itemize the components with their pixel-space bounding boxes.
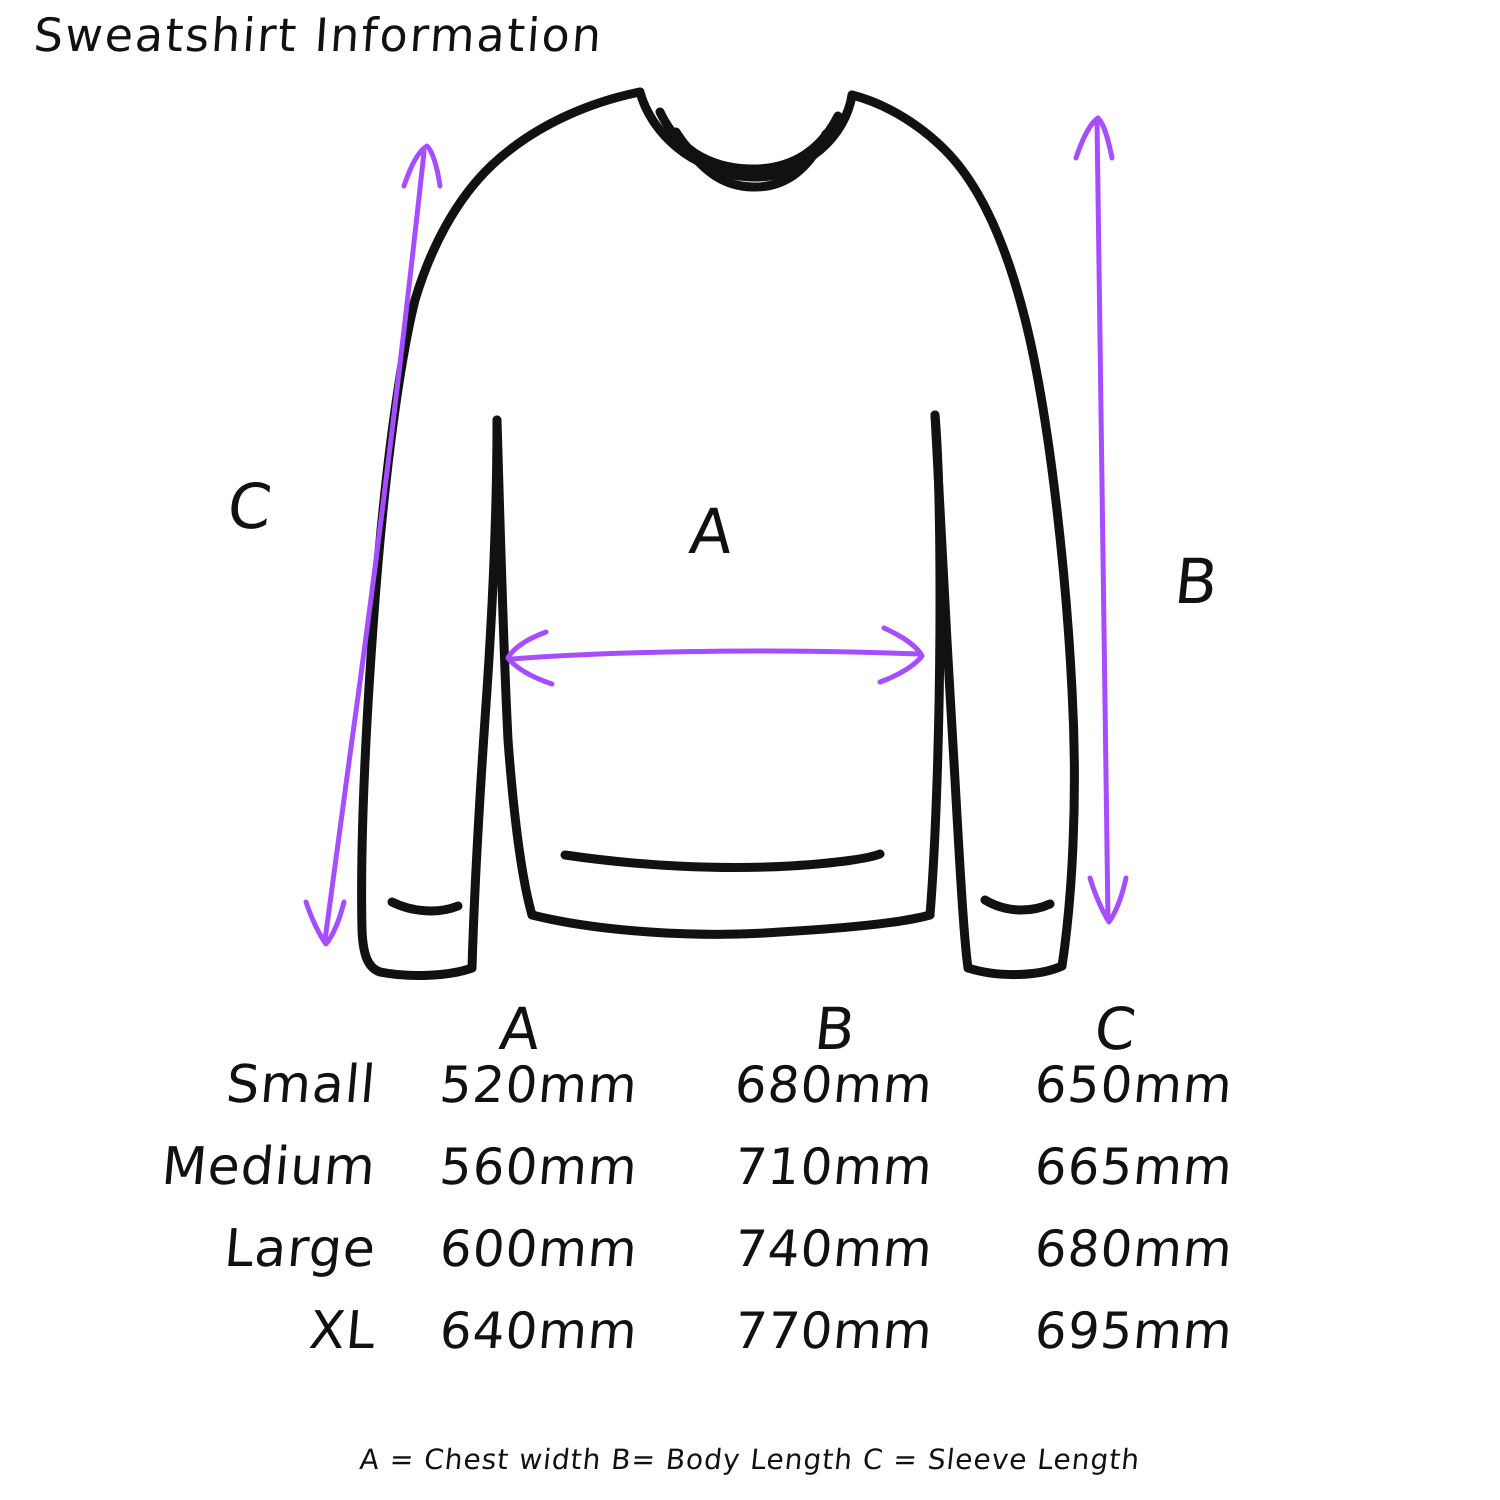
table-row	[116, 1219, 1393, 1301]
size-name: Medium	[159, 1137, 379, 1197]
column-header-a: A	[496, 995, 544, 1063]
table-header-row	[120, 995, 1390, 1063]
sleeve-length-value: 650mm	[1032, 1056, 1236, 1114]
chest-value: 560mm	[437, 1138, 641, 1196]
chest-value: 520mm	[437, 1056, 641, 1114]
sleeve-length-value: 665mm	[1032, 1138, 1236, 1196]
size-name: Large	[222, 1219, 379, 1279]
body-length-value: 710mm	[732, 1138, 936, 1196]
table-row	[116, 1137, 1393, 1219]
column-header-b: B	[811, 995, 859, 1063]
chest-value: 600mm	[437, 1220, 641, 1278]
size-name: XL	[306, 1301, 379, 1361]
legend-text: A = Chest width B= Body Length C = Sleeve Length	[358, 1443, 1142, 1476]
table-row	[116, 1301, 1393, 1383]
size-name: Small	[223, 1055, 379, 1115]
measure-label-c: C	[224, 470, 276, 543]
size-table	[120, 995, 1390, 1383]
column-header-c: C	[1091, 995, 1140, 1063]
sleeve-length-value: 695mm	[1032, 1302, 1236, 1360]
measure-label-b: B	[1171, 545, 1222, 618]
measure-label-a: A	[686, 495, 737, 568]
chest-value: 640mm	[437, 1302, 641, 1360]
body-length-value: 740mm	[732, 1220, 936, 1278]
body-length-value: 680mm	[732, 1056, 936, 1114]
page-title: Sweatshirt Information	[32, 8, 605, 62]
body-length-value: 770mm	[732, 1302, 936, 1360]
table-row	[116, 1055, 1393, 1137]
sleeve-length-value: 680mm	[1032, 1220, 1236, 1278]
